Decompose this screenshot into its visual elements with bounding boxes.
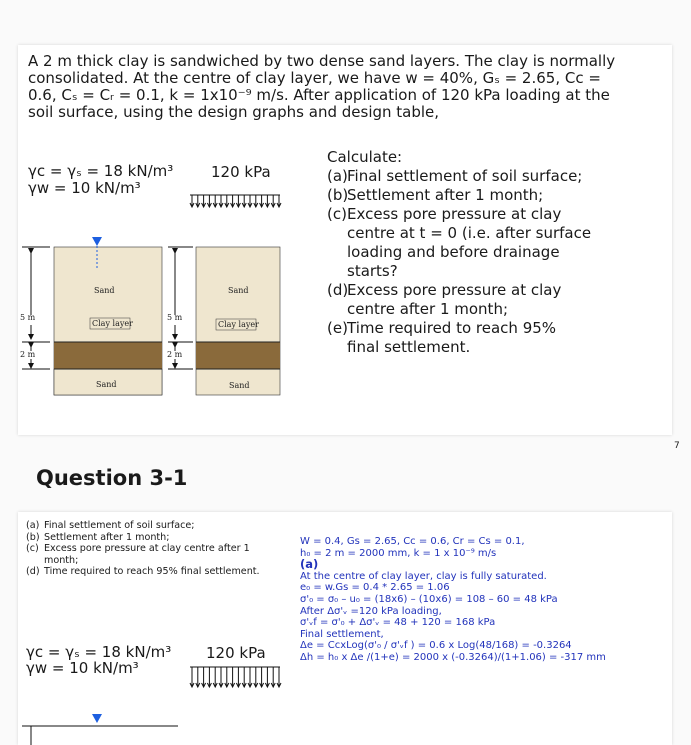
unit-weight-water: γw = 10 kN/m³	[28, 179, 141, 197]
calculate-item: (e) Time required to reach 95% final settlement.	[327, 319, 557, 356]
unit-weight-soil-2: γᴄ = γₛ = 18 kN/m³	[26, 643, 172, 661]
calculate-list	[327, 148, 627, 357]
task-item: (b) Settlement after 1 month;	[26, 531, 170, 543]
water-table-icon	[92, 237, 102, 246]
clay-label-left: Clay layer	[92, 319, 133, 328]
calculate-item: (a) Final settlement of soil surface;	[327, 167, 583, 185]
clay-label-right: Clay layer	[218, 320, 259, 329]
clay-left	[54, 342, 162, 369]
calculate-item: (d) Excess pore pressure at clay centre after 1 month;	[327, 281, 562, 318]
sand-label-left: Sand	[94, 286, 115, 295]
given-values-2: h₀ = 2 m = 2000 mm, k = 1 x 10⁻⁹ m/s	[300, 547, 497, 559]
soil-profile-diagram	[18, 185, 318, 435]
load-label: 120 kPa	[211, 163, 271, 181]
question-title: Question 3-1	[36, 466, 188, 490]
calculate-item: (b) Settlement after 1 month;	[327, 186, 544, 204]
given-values: W = 0.4, Gs = 2.65, Cc = 0.6, Cr = Cs = 0.1,	[300, 536, 525, 547]
sand-label-bottom-left: Sand	[96, 380, 117, 389]
solution-text: W = 0.4, Gs = 2.65, Cc = 0.6, Cr = Cs = 0.1, h₀ = 2 m = 2000 mm, k = 1 x 10⁻⁹ m/s (a) At the centre of clay layer, clay is fully saturated. e₀ = w.Gs = 0.4 * 2.65 = 1.06 σ'₀ = σ₀ – u₀ = (18x6) – (10x6) = 108 – 60 = 48 kPa After Δσ'ᵥ =120 kPa loading, σ'ᵥf = σ'₀ + Δσ'ᵥ = 48 + 120 = 168 kPa Final settlement, Δe = CcxLog(σ'₀ / σ'ᵥf ) = 0.6 x Log(48/168) = -0.3264 Δh = h₀ x Δe /(1+e) = 2000 x (-0.3264)/(1+1.06) = -317 mm	[300, 536, 670, 664]
unit-weight-soil: γᴄ = γₛ = 18 kN/m³	[28, 162, 174, 180]
clay-right	[196, 342, 280, 369]
task-item: (a) Final settlement of soil surface;	[26, 520, 195, 531]
task-list	[26, 520, 286, 578]
unit-weight-water-2: γw = 10 kN/m³	[26, 659, 139, 677]
slide-solution	[18, 512, 672, 745]
dim-2m-right: 2 m	[167, 350, 183, 359]
slide-problem	[18, 45, 680, 451]
calculate-item: (c) Excess pore pressure at clay centre at t = 0 (i.e. after surface loading and before drainage starts?	[327, 205, 592, 280]
dim-5m-right: 5 m	[167, 313, 183, 322]
sand-label-bottom-right: Sand	[229, 381, 250, 390]
load-label-2: 120 kPa	[206, 644, 266, 662]
soil-profile-diagram-2	[18, 659, 288, 745]
task-item: (c) Excess pore pressure at clay centre after 1 month;	[26, 543, 250, 566]
dim-5m-left: 5 m	[20, 313, 36, 322]
part-a-header: (a)	[300, 557, 319, 572]
dim-2m-left: 2 m	[20, 350, 36, 359]
water-table-icon	[92, 714, 102, 723]
task-item: (d) Time required to reach 95% final settlement.	[26, 566, 260, 577]
sand-label-right: Sand	[228, 286, 249, 295]
calculate-title: Calculate:	[327, 148, 403, 166]
problem-statement: A 2 m thick clay is sandwiched by two dense sand layers. The clay is normally consolidated. At the centre of clay layer, we have w = 40%, Gₛ = 2.65, Cᴄ = 0.6, Cₛ = Cᵣ = 0.1, k = 1x10⁻⁹ m/s. After application of 120 kPa loading at the soil surface, using the design graphs and design table,	[28, 52, 616, 121]
page-number: 7	[674, 441, 680, 451]
load-arrows	[190, 195, 281, 207]
